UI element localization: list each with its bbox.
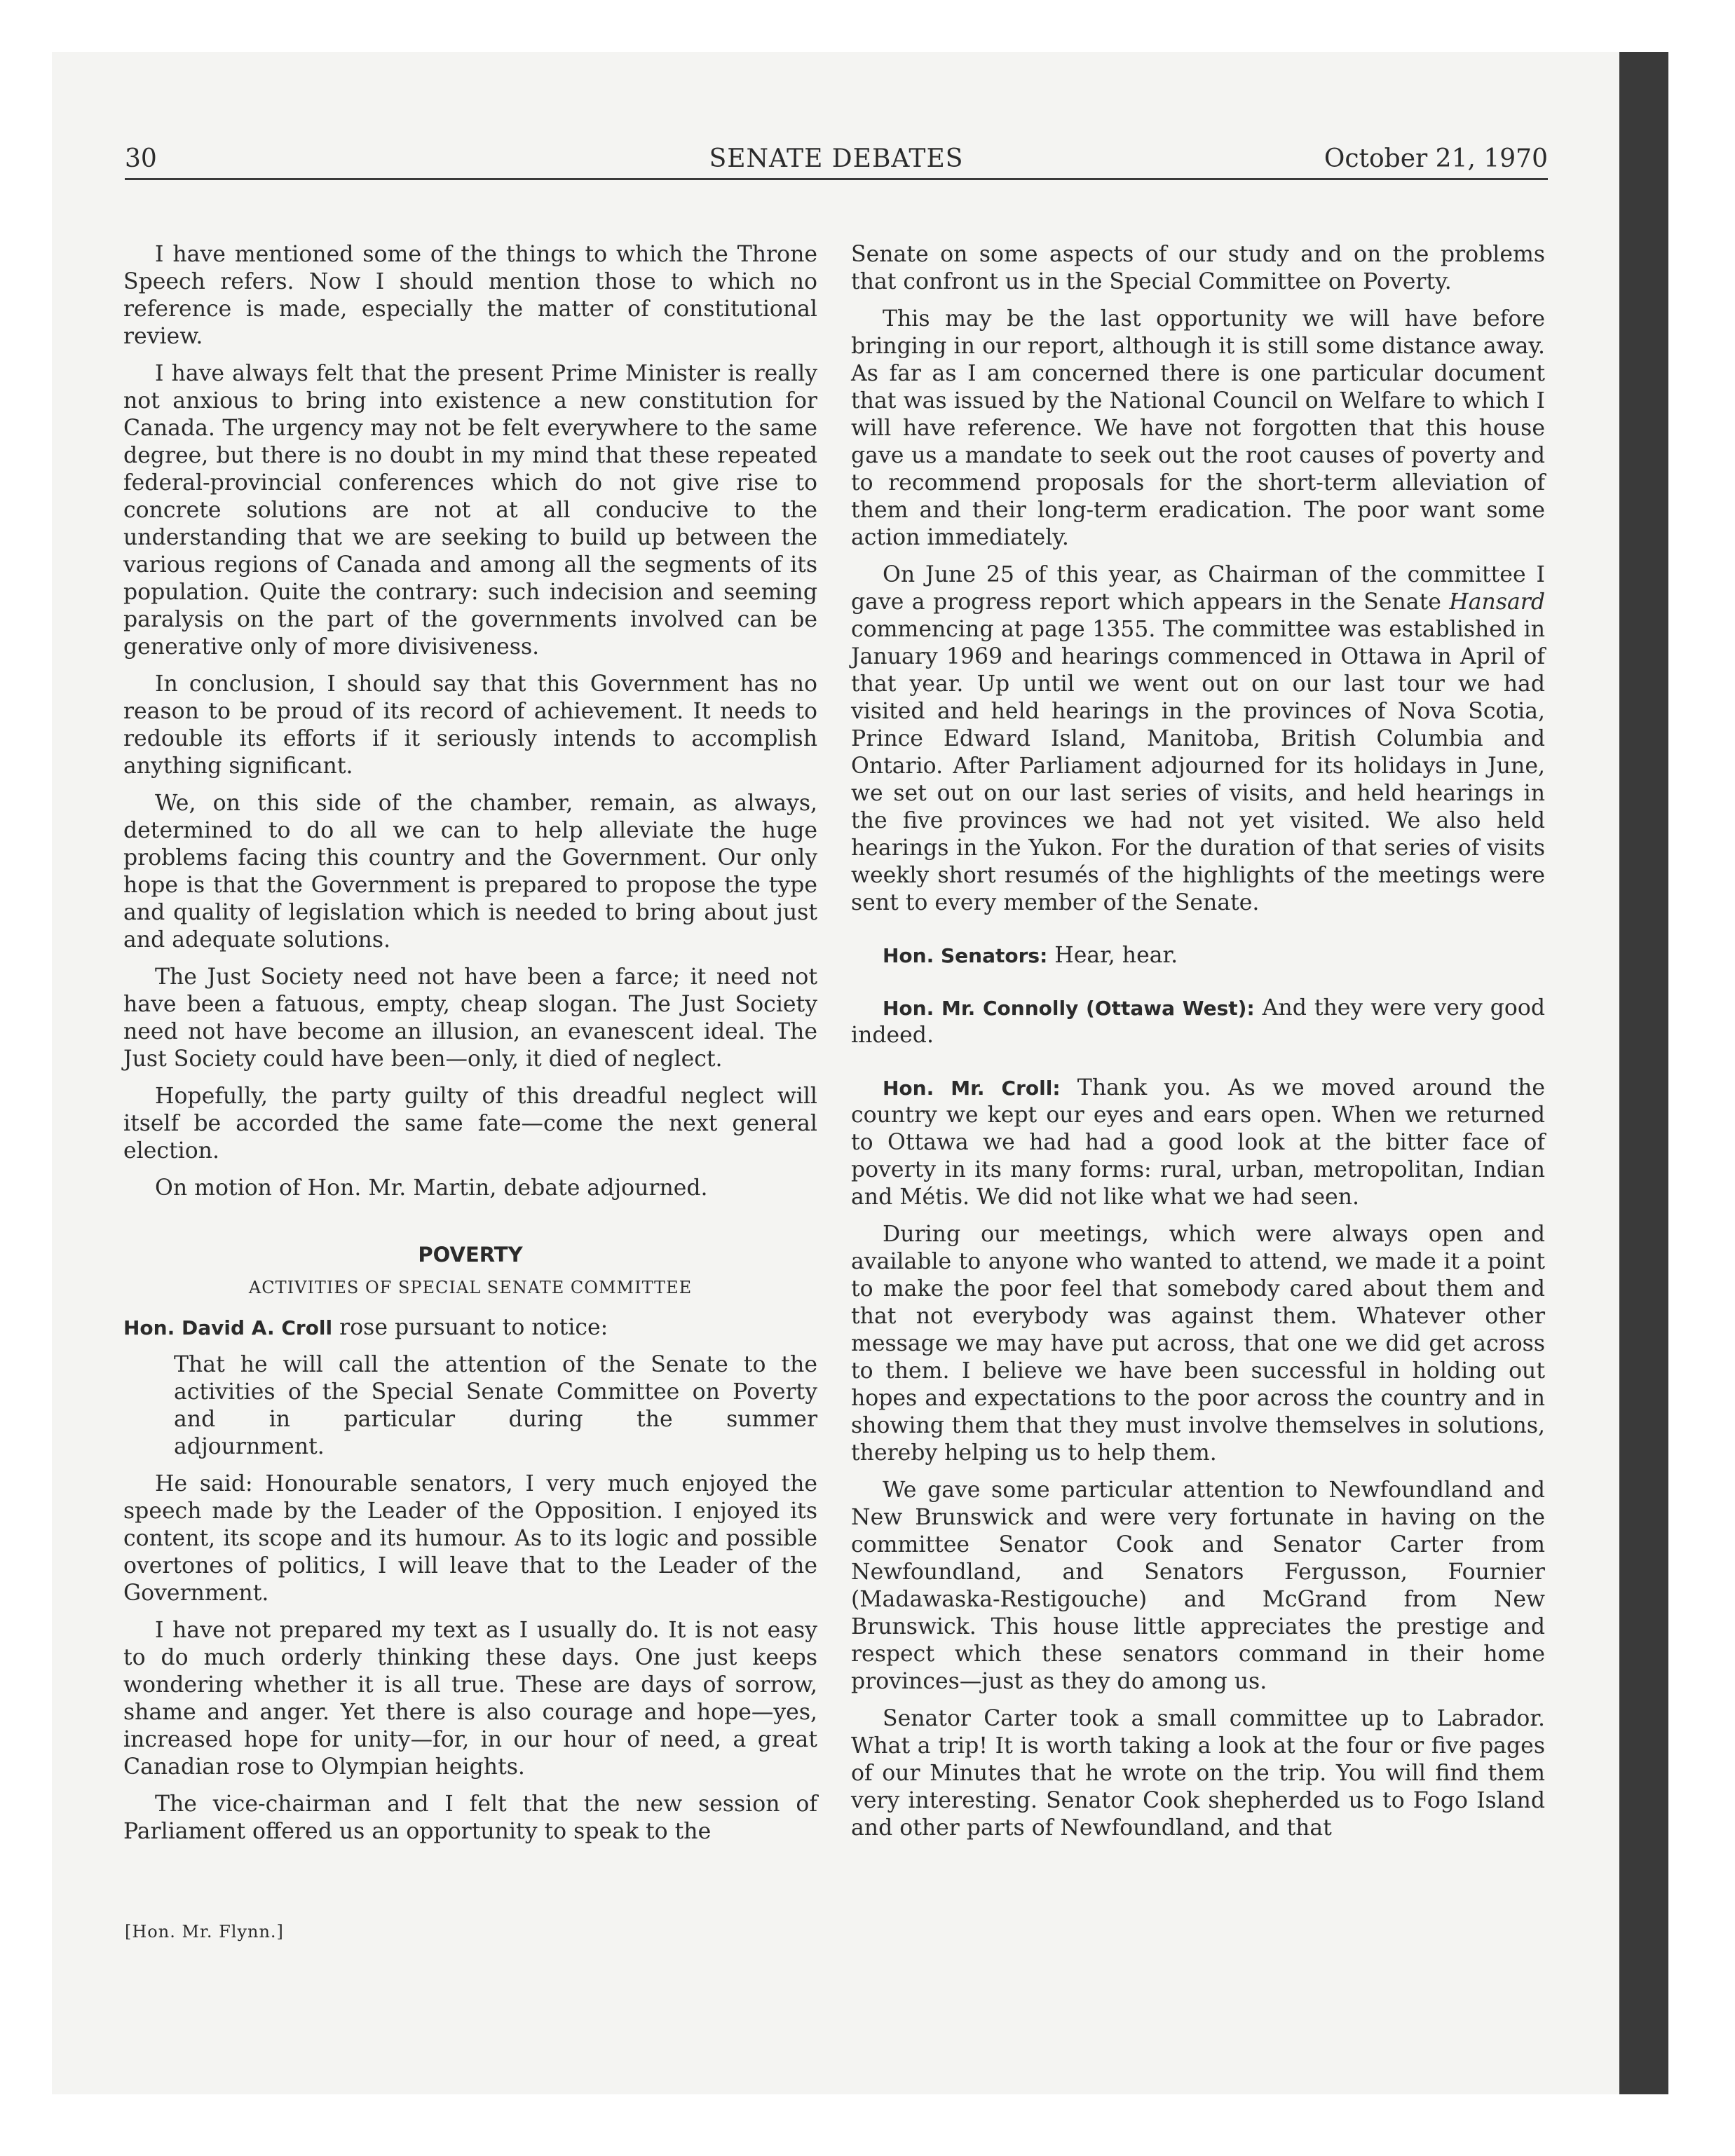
section-title: POVERTY <box>418 1243 523 1267</box>
notice-quote <box>123 1351 817 1461</box>
scan-edge <box>1619 52 1668 2094</box>
speaker-name: Hon. Senators: <box>883 944 1048 967</box>
paragraph: He said: Honourable senators, I very much enjoyed the speech made by the Leader of the Opposition. I enjoyed its content, its scope and its humour. As to its logic and possible overtones of politics, I will leave that to the Leader of the Government. <box>123 1471 817 1606</box>
speaker-name: Hon. Mr. Connolly (Ottawa West): <box>883 997 1255 1020</box>
publication-title: SENATE DEBATES <box>709 144 964 173</box>
running-header <box>125 142 1548 180</box>
paragraph: This may be the last opportunity we will have before bringing in our report, although it is still some distance away. As far as I am concerned there is one particular document that was issued by the National Council on Welfare to which I will have reference. We have not forgotten that this house gave us a mandate to seek out the root causes of poverty and to recommend proposals for the short-term alleviation of them and their long-term eradication. The poor want some action immediately. <box>851 306 1545 550</box>
hansard-title: Hansard <box>1449 589 1545 615</box>
paragraph-text: commencing at page 1355. The committee was established in January 1969 and hearings commenced in Ottawa in April of that year. Up until we went out on our last tour we had visited and held hearings in the provinces of Nova Scotia, Prince Edward Island, Manitoba, British Columbia and Ontario. After Parliament adjourned for its holidays in June, we set out on our last series of visits, and held hearings in the five provinces we had not yet visited. We also held hearings in the Yukon. For the duration of that series of visits weekly short resumés of the highlights of the meetings were sent to every member of the Senate. <box>851 617 1545 915</box>
paragraph: We, on this side of the chamber, remain, as always, determined to do all we can to help alleviate the huge problems facing this country and the Government. Our only hope is that the Government is prepared to propose the type and quality of legislation which is needed to bring about just and adequate solutions. <box>123 791 817 953</box>
paragraph-text: On June 25 of this year, as Chairman of the committee I gave a progress report which appears in the Senate <box>851 562 1545 615</box>
footer-reference: [Hon. Mr. Flynn.] <box>125 1922 284 1942</box>
paragraph: I have always felt that the present Prime Minister is really not anxious to bring into existence a new constitution for Canada. The urgency may not be felt everywhere to the same degree, but there is no doubt in my mind that these repeated federal-provincial conferences which do not give rise to concrete solutions are not at all conducive to the understanding that we are seeking to build up between the various regions of Canada and among all the segments of its population. Quite the contrary: such indecision and seeming paralysis on the part of the governments involved can be generative only of more divisiveness. <box>123 361 817 660</box>
paragraph: I have not prepared my text as I usually do. It is not easy to do much orderly thinking these days. One just keeps wondering whether it is all true. These are days of sorrow, shame and anger. Yet there is also courage and hope—yes, increased hope for unity—for, in our hour of need, a great Canadian rose to Olympian heights. <box>123 1618 817 1780</box>
paragraph: In conclusion, I should say that this Government has no reason to be proud of its record of achievement. It needs to redouble its efforts if it seriously intends to accomplish anything significant. <box>123 671 817 779</box>
page-number: 30 <box>125 144 157 173</box>
speech-text: Hear, hear. <box>1047 943 1178 968</box>
paragraph: During our meetings, which were always open and available to anyone who wanted to attend, we made it a point to make the poor feel that somebody cared about them and that not everybody was against them. Whatever other message we may have put across, that one we did get across to them. I believe we have been successful in holding out hopes and expectations to the poor across the country and in showing them that they must involve themselves in solutions, thereby helping us to help them. <box>851 1222 1545 1466</box>
speech-text: And they were very good indeed. <box>851 995 1545 1048</box>
right-column <box>851 241 1545 1852</box>
header-date: October 21, 1970 <box>1324 144 1548 173</box>
speaker-name: Hon. Mr. Croll: <box>883 1077 1061 1100</box>
paragraph <box>851 561 1545 917</box>
paragraph: The vice-chairman and I felt that the new session of Parliament offered us an opportunity to speak to the <box>123 1792 817 1844</box>
paragraph: Hopefully, the party guilty of this dreadful neglect will itself be accorded the same fate—come the next general election. <box>123 1084 817 1164</box>
speech <box>851 942 1545 969</box>
paragraph: We gave some particular attention to Newfoundland and New Brunswick and were very fortunate in having on the committee Senator Cook and Senator Carter from Newfoundland, and Senators Fergusson, Fournier (Madawaska-Restigouche) and McGrand from New Brunswick. This house little appreciates the prestige and respect which these senators command in their home provinces—just as they do among us. <box>851 1478 1545 1694</box>
speech <box>851 1074 1545 1211</box>
notice-paragraph <box>123 1314 817 1342</box>
speaker-name: Hon. David A. Croll <box>123 1316 333 1339</box>
section-subtitle: ACTIVITIES OF SPECIAL SENATE COMMITTEE <box>248 1278 693 1297</box>
left-column <box>123 241 817 1855</box>
paragraph: Senator Carter took a small committee up to Labrador. What a trip! It is worth taking a look at the four or five pages of our Minutes that he wrote on the trip. You will find them very interesting. Senator Cook shepherded us to Fogo Island and other parts of Newfoundland, and that <box>851 1706 1545 1841</box>
notice-quote-text: That he will call the attention of the Senate to the activities of the Special Senate Committee on Poverty and in particular during the summer <box>174 1352 817 1432</box>
paragraph: The Just Society need not have been a farce; it need not have been a fatuous, empty, cheap slogan. The Just Society need not have become an illusion, an evanescent ideal. The Just Society could have been—only, it died of neglect. <box>123 964 817 1072</box>
speech <box>851 995 1545 1049</box>
speech-text: Thank you. As we moved around the country we kept our eyes and ears open. When we returned to Ottawa we had had a good look at the bitter face of poverty in its many forms: rural, urban, metropolitan, Indian and Métis. We did not like what we had seen. <box>851 1075 1545 1210</box>
paragraph: I have mentioned some of the things to which the Throne Speech refers. Now I should mention those to which no reference is made, especially the matter of constitutional review. <box>123 242 817 349</box>
paragraph: Senate on some aspects of our study and on the problems that confront us in the Special Committee on Poverty. <box>851 242 1545 294</box>
paragraph: On motion of Hon. Mr. Martin, debate adjourned. <box>155 1175 708 1201</box>
notice-quote-end: adjournment. <box>174 1434 325 1459</box>
notice-text: rose pursuant to notice: <box>332 1315 608 1340</box>
